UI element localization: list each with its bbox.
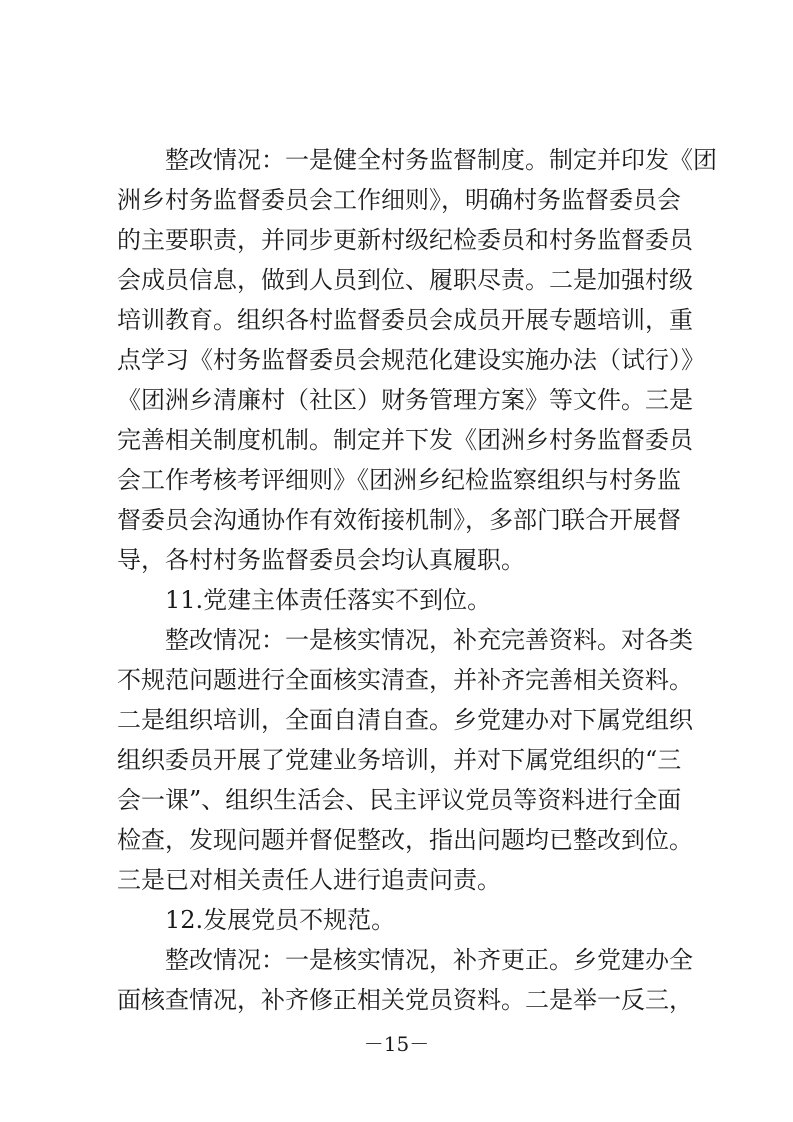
text-line: 检查，发现问题并督促整改，指出问题均已整改到位。 [117, 826, 693, 854]
text-line: 组织委员开展了党建业务培训，并对下属党组织的“三 [117, 746, 682, 774]
text-line: 培训教育。组织各村监督委员会成员开展专题培训，重 [117, 306, 693, 334]
text-line: 面核查情况，补齐修正相关党员资料。二是举一反三， [117, 986, 693, 1014]
heading-line: 11.党建主体责任落实不到位。 [165, 586, 492, 614]
heading-line: 12.发展党员不规范。 [165, 906, 396, 934]
text-line: 导，各村村务监督委员会均认真履职。 [117, 546, 525, 574]
text-line: 会成员信息，做到人员到位、履职尽责。二是加强村级 [117, 266, 693, 294]
text-line: 会一课”、组织生活会、民主评议党员等资料进行全面 [117, 786, 682, 814]
section-heading [117, 580, 697, 620]
text-line: 二是组织培训，全面自清自查。乡党建办对下属党组织 [117, 706, 693, 734]
text-line: 三是已对相关责任人进行追责问责。 [117, 866, 501, 894]
paragraph [117, 940, 697, 1020]
text-line: 的主要职责，并同步更新村级纪检委员和村务监督委员 [117, 226, 693, 254]
paragraph [117, 620, 697, 900]
page-number: －15－ [363, 1032, 430, 1056]
text-line: 点学习《村务监督委员会规范化建设实施办法（试行）》 [117, 346, 705, 374]
text-line: 会工作考核考评细则》《团洲乡纪检监察组织与村务监 [117, 466, 681, 494]
text-line: 督委员会沟通协作有效衔接机制》，多部门联合开展督 [117, 506, 681, 534]
text-line: 整改情况：一是核实情况，补充完善资料。对各类 [165, 626, 693, 654]
section-heading [117, 900, 697, 940]
text-line: 不规范问题进行全面核实清查，并补齐完善相关资料。 [117, 666, 693, 694]
text-line: 洲乡村务监督委员会工作细则》，明确村务监督委员会 [117, 186, 681, 214]
paragraph [117, 140, 717, 580]
text-line: 整改情况：一是健全村务监督制度。制定并印发《团 [165, 146, 717, 174]
text-line: 完善相关制度机制。制定并下发《团洲乡村务监督委员 [117, 426, 693, 454]
document-body [117, 140, 717, 1020]
text-line: 《团洲乡清廉村（社区）财务管理方案》等文件。三是 [117, 386, 693, 414]
text-line: 整改情况：一是核实情况，补齐更正。乡党建办全 [165, 946, 693, 974]
